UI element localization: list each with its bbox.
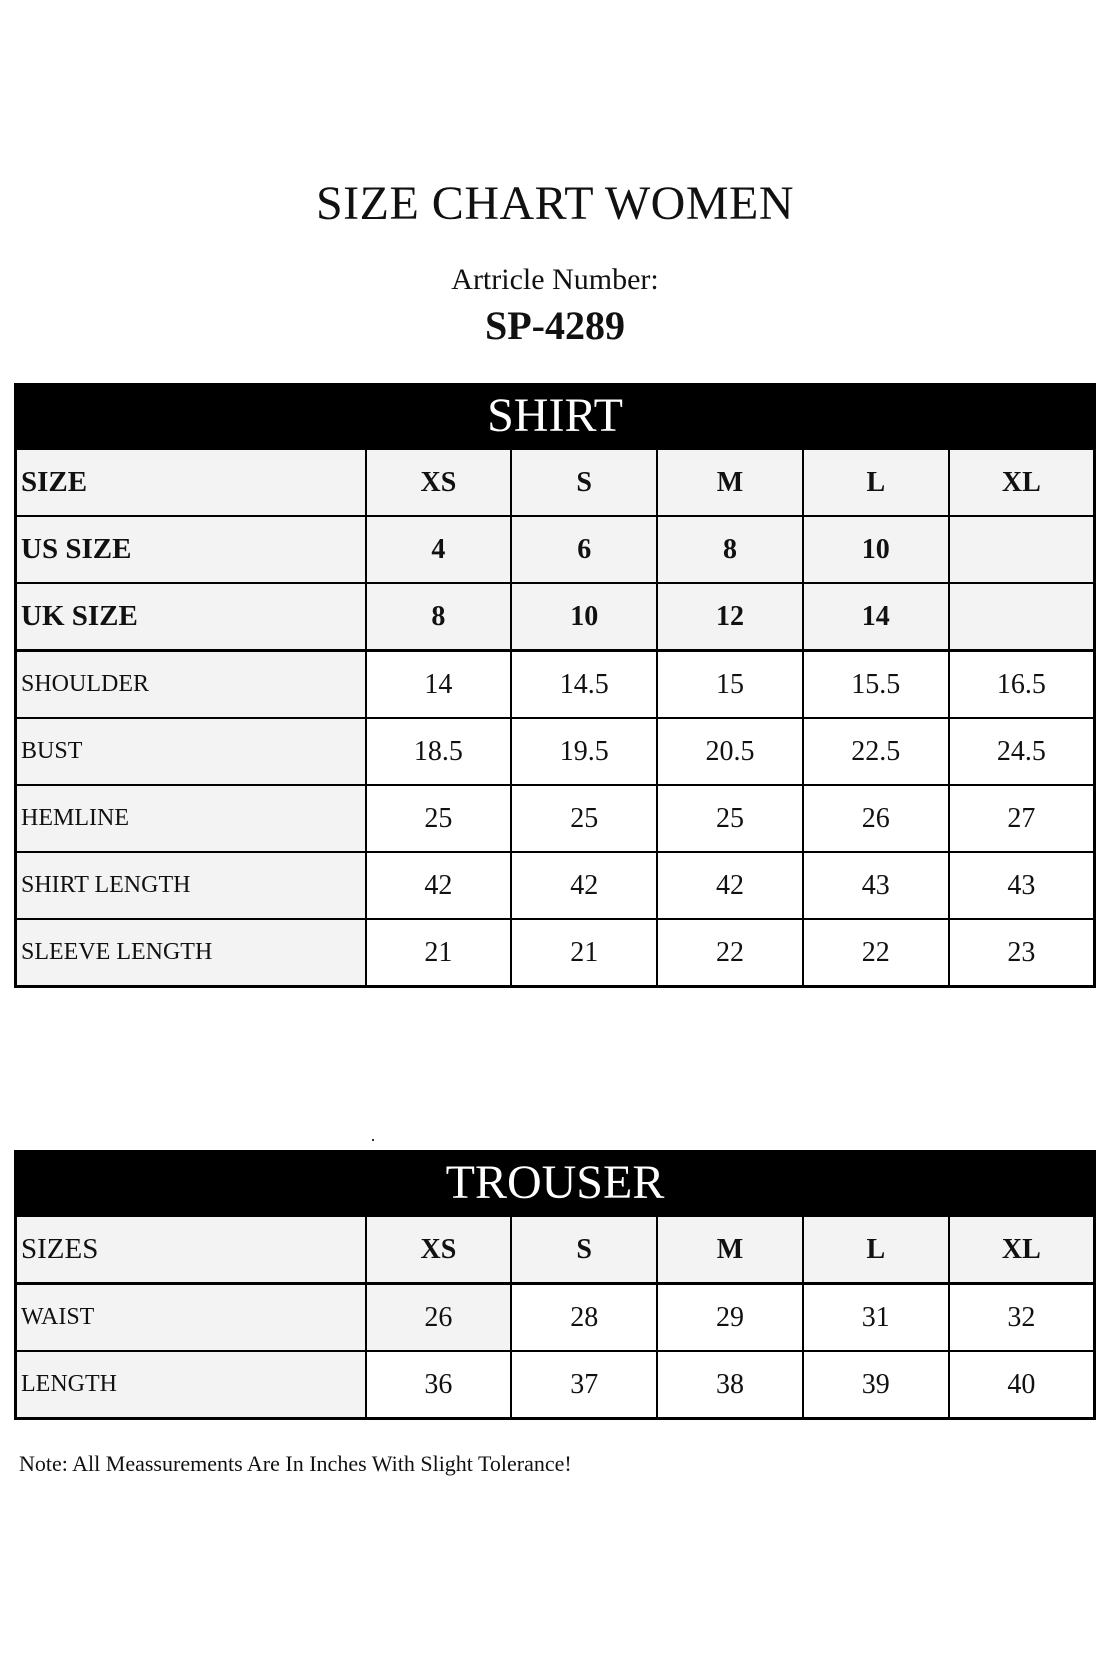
- table-cell: 28: [511, 1284, 657, 1352]
- table-row: [16, 852, 1095, 919]
- row-label: LENGTH: [16, 1351, 366, 1419]
- table-cell: 36: [366, 1351, 512, 1419]
- table-cell: 37: [511, 1351, 657, 1419]
- table-cell: 43: [803, 852, 949, 919]
- table-row: [16, 1284, 1095, 1352]
- measurement-note: Note: All Meassurements Are In Inches With Slight Tolerance!: [19, 1451, 572, 1476]
- table-row: [16, 919, 1095, 987]
- table-cell: 40: [949, 1351, 1095, 1419]
- table-cell: 14: [366, 651, 512, 719]
- row-label: BUST: [16, 718, 366, 785]
- size-header-cell: M: [657, 1216, 803, 1284]
- shirt-size-header-row: [16, 449, 1095, 517]
- size-header-cell: XS: [366, 449, 512, 517]
- size-header-cell: S: [511, 1216, 657, 1284]
- table-cell: 26: [803, 785, 949, 852]
- table-cell: 10: [803, 516, 949, 583]
- table-cell: 24.5: [949, 718, 1095, 785]
- table-cell: [949, 583, 1095, 651]
- table-cell: 25: [511, 785, 657, 852]
- table-row: [16, 718, 1095, 785]
- row-label: WAIST: [16, 1284, 366, 1352]
- table-cell: 4: [366, 516, 512, 583]
- page-title: SIZE CHART WOMEN: [315, 177, 794, 230]
- table-cell: 32: [949, 1284, 1095, 1352]
- table-cell: 20.5: [657, 718, 803, 785]
- size-header-cell: XL: [949, 1216, 1095, 1284]
- table-cell: 22: [657, 919, 803, 987]
- table-cell: 26: [366, 1284, 512, 1352]
- table-row: [16, 1351, 1095, 1419]
- table-cell: 18.5: [366, 718, 512, 785]
- table-cell: 21: [366, 919, 512, 987]
- table-cell: 27: [949, 785, 1095, 852]
- size-header-cell: L: [803, 449, 949, 517]
- table-cell: 16.5: [949, 651, 1095, 719]
- table-cell: 15.5: [803, 651, 949, 719]
- trouser-size-chart: [14, 1150, 1096, 1420]
- table-cell: 29: [657, 1284, 803, 1352]
- trouser-size-header-row: [16, 1216, 1095, 1284]
- row-label: HEMLINE: [16, 785, 366, 852]
- table-cell: 42: [511, 852, 657, 919]
- trouser-table: [14, 1214, 1096, 1420]
- shirt-heading: SHIRT: [14, 383, 1096, 447]
- table-cell: 8: [366, 583, 512, 651]
- shirt-size-chart: [14, 383, 1096, 988]
- table-cell: 38: [657, 1351, 803, 1419]
- size-header-cell: XL: [949, 449, 1095, 517]
- table-cell: 21: [511, 919, 657, 987]
- us-size-row: [16, 516, 1095, 583]
- table-cell: 6: [511, 516, 657, 583]
- size-header-cell: S: [511, 449, 657, 517]
- table-cell: 25: [366, 785, 512, 852]
- row-label: US SIZE: [16, 516, 366, 583]
- table-cell: 10: [511, 583, 657, 651]
- uk-size-row: [16, 583, 1095, 651]
- article-number: SP-4289: [485, 303, 625, 348]
- table-row: [16, 651, 1095, 719]
- table-cell: 22: [803, 919, 949, 987]
- table-cell: 42: [366, 852, 512, 919]
- table-cell: 22.5: [803, 718, 949, 785]
- shirt-table: [14, 447, 1096, 988]
- table-cell: 43: [949, 852, 1095, 919]
- row-label: SHOULDER: [16, 651, 366, 719]
- row-label: SHIRT LENGTH: [16, 852, 366, 919]
- table-cell: 39: [803, 1351, 949, 1419]
- size-header-cell: XS: [366, 1216, 512, 1284]
- table-cell: 14.5: [511, 651, 657, 719]
- table-cell: 8: [657, 516, 803, 583]
- trouser-heading: TROUSER: [14, 1150, 1096, 1214]
- row-label: SIZES: [16, 1216, 366, 1284]
- table-cell: 25: [657, 785, 803, 852]
- row-label: UK SIZE: [16, 583, 366, 651]
- table-row: [16, 785, 1095, 852]
- size-header-cell: M: [657, 449, 803, 517]
- article-number-label: Artricle Number:: [451, 263, 659, 296]
- row-label: SIZE: [16, 449, 366, 517]
- table-cell: 12: [657, 583, 803, 651]
- table-cell: 15: [657, 651, 803, 719]
- table-cell: 42: [657, 852, 803, 919]
- table-cell: 31: [803, 1284, 949, 1352]
- table-cell: 19.5: [511, 718, 657, 785]
- size-header-cell: L: [803, 1216, 949, 1284]
- table-cell: 14: [803, 583, 949, 651]
- table-cell: 23: [949, 919, 1095, 987]
- table-cell: [949, 516, 1095, 583]
- row-label: SLEEVE LENGTH: [16, 919, 366, 987]
- stray-dot: [372, 1139, 374, 1141]
